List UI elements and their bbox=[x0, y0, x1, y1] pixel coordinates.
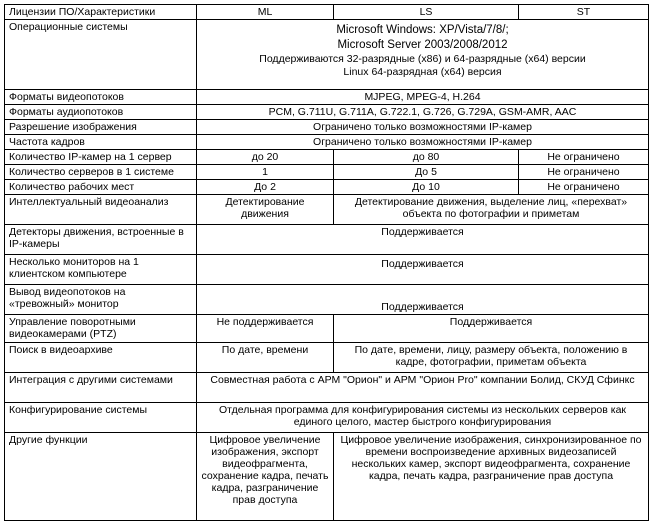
configuration-value: Отдельная программа для конфигурирования системы из нескольких серверов как единого целого, мастер быстрого конфигурирования bbox=[197, 403, 649, 433]
row-analytics bbox=[5, 195, 649, 225]
license-comparison-table bbox=[4, 4, 649, 521]
row-alarm-monitor bbox=[5, 285, 649, 315]
row-label: Поиск в видеоархиве bbox=[5, 343, 197, 373]
row-monitors bbox=[5, 255, 649, 285]
os-value bbox=[197, 20, 649, 90]
row-label: Другие функции bbox=[5, 433, 197, 521]
row-label: Форматы видеопотоков bbox=[5, 90, 197, 105]
row-ptz bbox=[5, 315, 649, 343]
header-row bbox=[5, 5, 649, 20]
row-label: Форматы аудиопотоков bbox=[5, 105, 197, 120]
os-line-3: Поддерживаются 32-разрядные (x86) и 64-разрядные (x64) версии bbox=[259, 53, 586, 65]
cell-ls-st: Поддерживается bbox=[334, 315, 649, 343]
alarm-monitor-value: Поддерживается bbox=[197, 285, 649, 315]
cell-ml: Цифровое увеличение изображения, экспорт видеофрагмента, сохранение кадра, печать кадра, разграничение прав доступа bbox=[197, 433, 334, 521]
row-label: Управление поворотными видеокамерами (PTZ) bbox=[5, 315, 197, 343]
cell-ls: До 10 bbox=[334, 180, 519, 195]
audio-formats-value: PCM, G.711U, G.711A, G.722.1, G.726, G.729A, GSM-AMR, AAC bbox=[197, 105, 649, 120]
row-label: Количество серверов в 1 системе bbox=[5, 165, 197, 180]
cell-ml: До 2 bbox=[197, 180, 334, 195]
row-servers bbox=[5, 165, 649, 180]
cell-ls-st: Цифровое увеличение изображения, синхронизированное по времени воспроизведение архивных видеозаписей нескольких камер, экспорт видеофрагмента, сохранение кадра, печать кадра, разграничение прав доступа bbox=[334, 433, 649, 521]
row-label: Интеграция с другими системами bbox=[5, 373, 197, 403]
integration-value: Совместная работа с АРМ "Орион" и АРМ "Орион Pro" компании Болид, СКУД Сфинкс bbox=[197, 373, 649, 403]
row-framerate bbox=[5, 135, 649, 150]
monitors-value: Поддерживается bbox=[197, 255, 649, 285]
row-label: Вывод видеопотоков на «тревожный» монитор bbox=[5, 285, 197, 315]
header-ls: LS bbox=[334, 5, 519, 20]
row-integration bbox=[5, 373, 649, 403]
cell-ml: По дате, времени bbox=[197, 343, 334, 373]
cell-ml: 1 bbox=[197, 165, 334, 180]
row-label: Конфигурирование системы bbox=[5, 403, 197, 433]
row-workplaces bbox=[5, 180, 649, 195]
cell-ml: Детектирование движения bbox=[197, 195, 334, 225]
cell-ls: До 5 bbox=[334, 165, 519, 180]
row-os bbox=[5, 20, 649, 90]
row-label: Интеллектуальный видеоанализ bbox=[5, 195, 197, 225]
row-configuration bbox=[5, 403, 649, 433]
motion-detectors-value: Поддерживается bbox=[197, 225, 649, 255]
cell-ls: до 80 bbox=[334, 150, 519, 165]
row-label: Количество рабочих мест bbox=[5, 180, 197, 195]
header-ml: ML bbox=[197, 5, 334, 20]
row-motion-detectors bbox=[5, 225, 649, 255]
row-resolution bbox=[5, 120, 649, 135]
cell-ls-st: По дате, времени, лицу, размеру объекта, положению в кадре, фотографии, приметам объекта bbox=[334, 343, 649, 373]
row-label: Детекторы движения, встроенные в IP-камеры bbox=[5, 225, 197, 255]
framerate-value: Ограничено только возможностями IP-камер bbox=[197, 135, 649, 150]
cell-ls-st: Детектирование движения, выделение лиц, «перехват» объекта по фотографии и приметам bbox=[334, 195, 649, 225]
row-other bbox=[5, 433, 649, 521]
row-label: Количество IP-камер на 1 сервер bbox=[5, 150, 197, 165]
row-video-formats bbox=[5, 90, 649, 105]
os-line-4: Linux 64-разрядная (x64) версия bbox=[343, 66, 502, 78]
os-line-2: Microsoft Server 2003/2008/2012 bbox=[337, 39, 508, 51]
row-label: Разрешение изображения bbox=[5, 120, 197, 135]
os-line-1: Microsoft Windows: XP/Vista/7/8/; bbox=[336, 24, 509, 36]
cell-st: Не ограничено bbox=[519, 180, 649, 195]
row-label: Несколько мониторов на 1 клиентском компьютере bbox=[5, 255, 197, 285]
row-audio-formats bbox=[5, 105, 649, 120]
video-formats-value: MJPEG, MPEG-4, H.264 bbox=[197, 90, 649, 105]
row-label: Частота кадров bbox=[5, 135, 197, 150]
row-archive-search bbox=[5, 343, 649, 373]
cell-ml: Не поддерживается bbox=[197, 315, 334, 343]
row-cams-per-server bbox=[5, 150, 649, 165]
cell-st: Не ограничено bbox=[519, 150, 649, 165]
cell-st: Не ограничено bbox=[519, 165, 649, 180]
cell-ml: до 20 bbox=[197, 150, 334, 165]
header-st: ST bbox=[519, 5, 649, 20]
resolution-value: Ограничено только возможностями IP-камер bbox=[197, 120, 649, 135]
row-label: Операционные системы bbox=[5, 20, 197, 90]
header-characteristics: Лицензии ПО/Характеристики bbox=[5, 5, 197, 20]
